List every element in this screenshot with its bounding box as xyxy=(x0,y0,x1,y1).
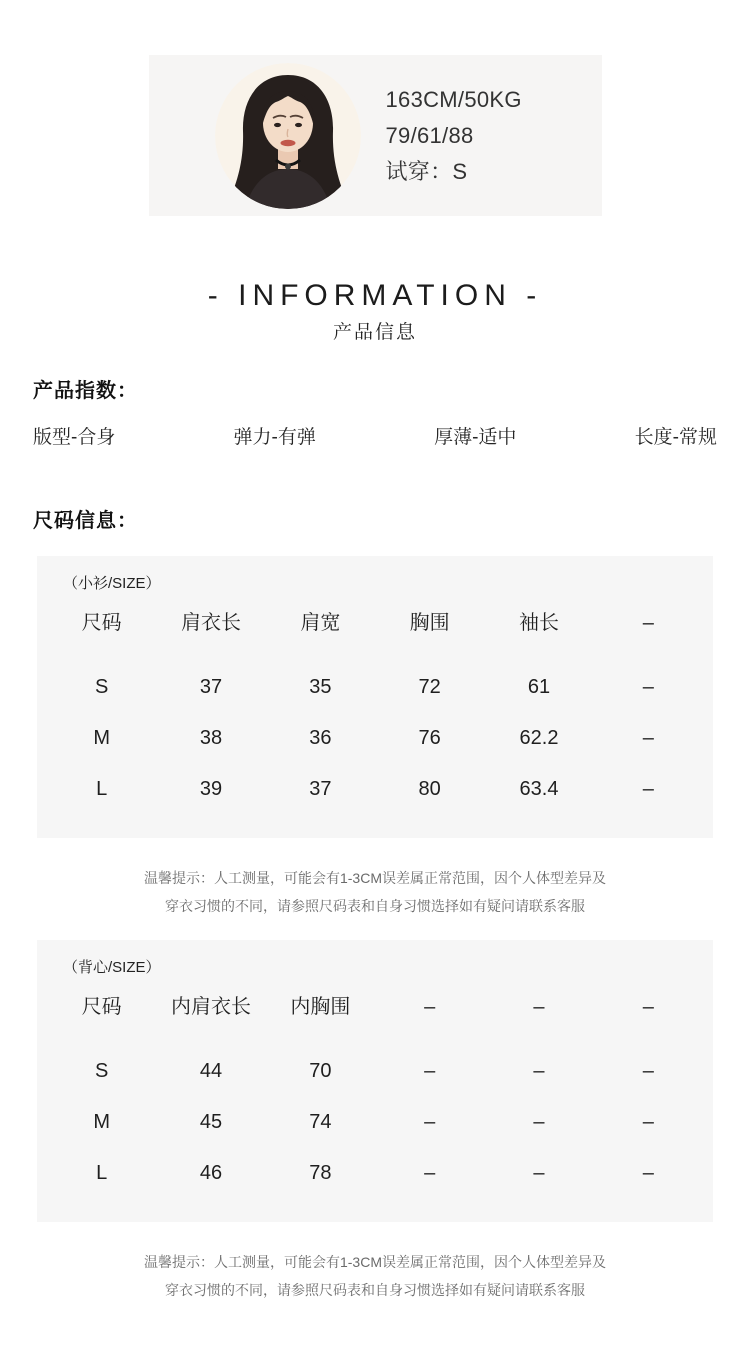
col-header-dash: – xyxy=(642,996,654,1018)
table-row-s xyxy=(47,676,703,698)
cell: – xyxy=(533,1060,545,1082)
cell: – xyxy=(642,676,654,698)
attribute-elasticity: 弹力-有弹 xyxy=(233,427,316,448)
table-row-m xyxy=(47,1111,703,1133)
product-index-section xyxy=(0,378,750,450)
model-portrait-image xyxy=(215,63,361,209)
measurement-note-bottom xyxy=(0,1248,750,1304)
cell: L xyxy=(96,1162,108,1184)
cell: – xyxy=(642,1162,654,1184)
col-header-shoulder-width: 肩宽 xyxy=(300,612,341,634)
col-header-bust: 胸围 xyxy=(409,612,450,634)
cell: – xyxy=(424,1060,436,1082)
cell: – xyxy=(424,1111,436,1133)
table-row-l xyxy=(47,778,703,800)
attribute-length: 长度-常规 xyxy=(634,427,717,448)
note-line-2: 穿衣习惯的不同，请参照尺码表和自身习惯选择如有疑问请联系客服 xyxy=(165,1282,585,1298)
cell: 78 xyxy=(309,1162,332,1184)
information-title: - INFORMATION - xyxy=(207,279,543,312)
cell: S xyxy=(94,676,109,698)
cell: M xyxy=(93,1111,110,1133)
model-height-weight: 163CM/50KG xyxy=(385,86,522,112)
cell: – xyxy=(424,1162,436,1184)
size-table-vest xyxy=(37,940,713,1222)
size-table-vest-header-row xyxy=(47,996,703,1018)
product-index-heading: 产品指数： xyxy=(33,380,138,402)
cell: 63.4 xyxy=(519,778,559,800)
cell: – xyxy=(642,1111,654,1133)
cell: – xyxy=(533,1111,545,1133)
col-header-dash: – xyxy=(642,612,654,634)
cell: 62.2 xyxy=(519,727,559,749)
cell: 76 xyxy=(418,727,441,749)
col-header-shoulder-length: 肩衣长 xyxy=(180,612,241,634)
model-fitting-size: 试穿：S xyxy=(385,158,468,184)
cell: – xyxy=(642,778,654,800)
size-table-vest-label: （背心/SIZE） xyxy=(63,959,161,976)
cell: M xyxy=(93,727,110,749)
size-info-heading: 尺码信息： xyxy=(33,510,138,532)
size-info-section xyxy=(0,508,750,1304)
information-header xyxy=(0,280,750,346)
cell: 74 xyxy=(309,1111,332,1133)
col-header-sleeve: 袖长 xyxy=(518,612,559,634)
product-attributes-row xyxy=(33,426,717,450)
cell: L xyxy=(96,778,108,800)
note-line-1: 温馨提示：人工测量，可能会有1-3CM误差属正常范围，因个人体型差异及 xyxy=(143,870,606,886)
cell: 38 xyxy=(199,727,223,749)
cell: – xyxy=(533,1162,545,1184)
cell: S xyxy=(94,1060,109,1082)
cell: 70 xyxy=(309,1060,332,1082)
cell: 61 xyxy=(527,676,551,698)
table-row-s xyxy=(47,1060,703,1082)
col-header-dash: – xyxy=(533,996,545,1018)
model-stats xyxy=(386,82,522,190)
cell: 45 xyxy=(199,1111,223,1133)
measurement-note-top xyxy=(0,864,750,920)
note-line-1: 温馨提示：人工测量，可能会有1-3CM误差属正常范围，因个人体型差异及 xyxy=(143,1254,606,1270)
col-header-size: 尺码 xyxy=(81,612,122,634)
size-table-shirt xyxy=(37,556,713,838)
cell: – xyxy=(642,727,654,749)
cell: 37 xyxy=(309,778,332,800)
col-header-dash: – xyxy=(424,996,436,1018)
size-table-shirt-label: （小衫/SIZE） xyxy=(63,575,161,592)
size-table-shirt-header-row xyxy=(47,612,703,634)
cell: 35 xyxy=(309,676,332,698)
cell: 36 xyxy=(309,727,332,749)
attribute-fit: 版型-合身 xyxy=(33,427,116,448)
attribute-thickness: 厚薄-适中 xyxy=(434,427,517,448)
cell: 72 xyxy=(418,676,441,698)
cell: 46 xyxy=(199,1162,223,1184)
model-info-card xyxy=(149,55,602,216)
information-subtitle: 产品信息 xyxy=(332,322,417,343)
model-measurements: 79/61/88 xyxy=(385,122,474,148)
model-avatar xyxy=(215,63,361,209)
cell: 44 xyxy=(199,1060,223,1082)
col-header-inner-shoulder-length: 内肩衣长 xyxy=(170,996,251,1018)
cell: 80 xyxy=(418,778,441,800)
table-row-l xyxy=(47,1162,703,1184)
table-row-m xyxy=(47,727,703,749)
col-header-inner-bust: 内胸围 xyxy=(290,996,351,1018)
cell: 39 xyxy=(199,778,223,800)
note-line-2: 穿衣习惯的不同，请参照尺码表和自身习惯选择如有疑问请联系客服 xyxy=(165,898,585,914)
col-header-size: 尺码 xyxy=(81,996,122,1018)
cell: 37 xyxy=(199,676,223,698)
cell: – xyxy=(642,1060,654,1082)
